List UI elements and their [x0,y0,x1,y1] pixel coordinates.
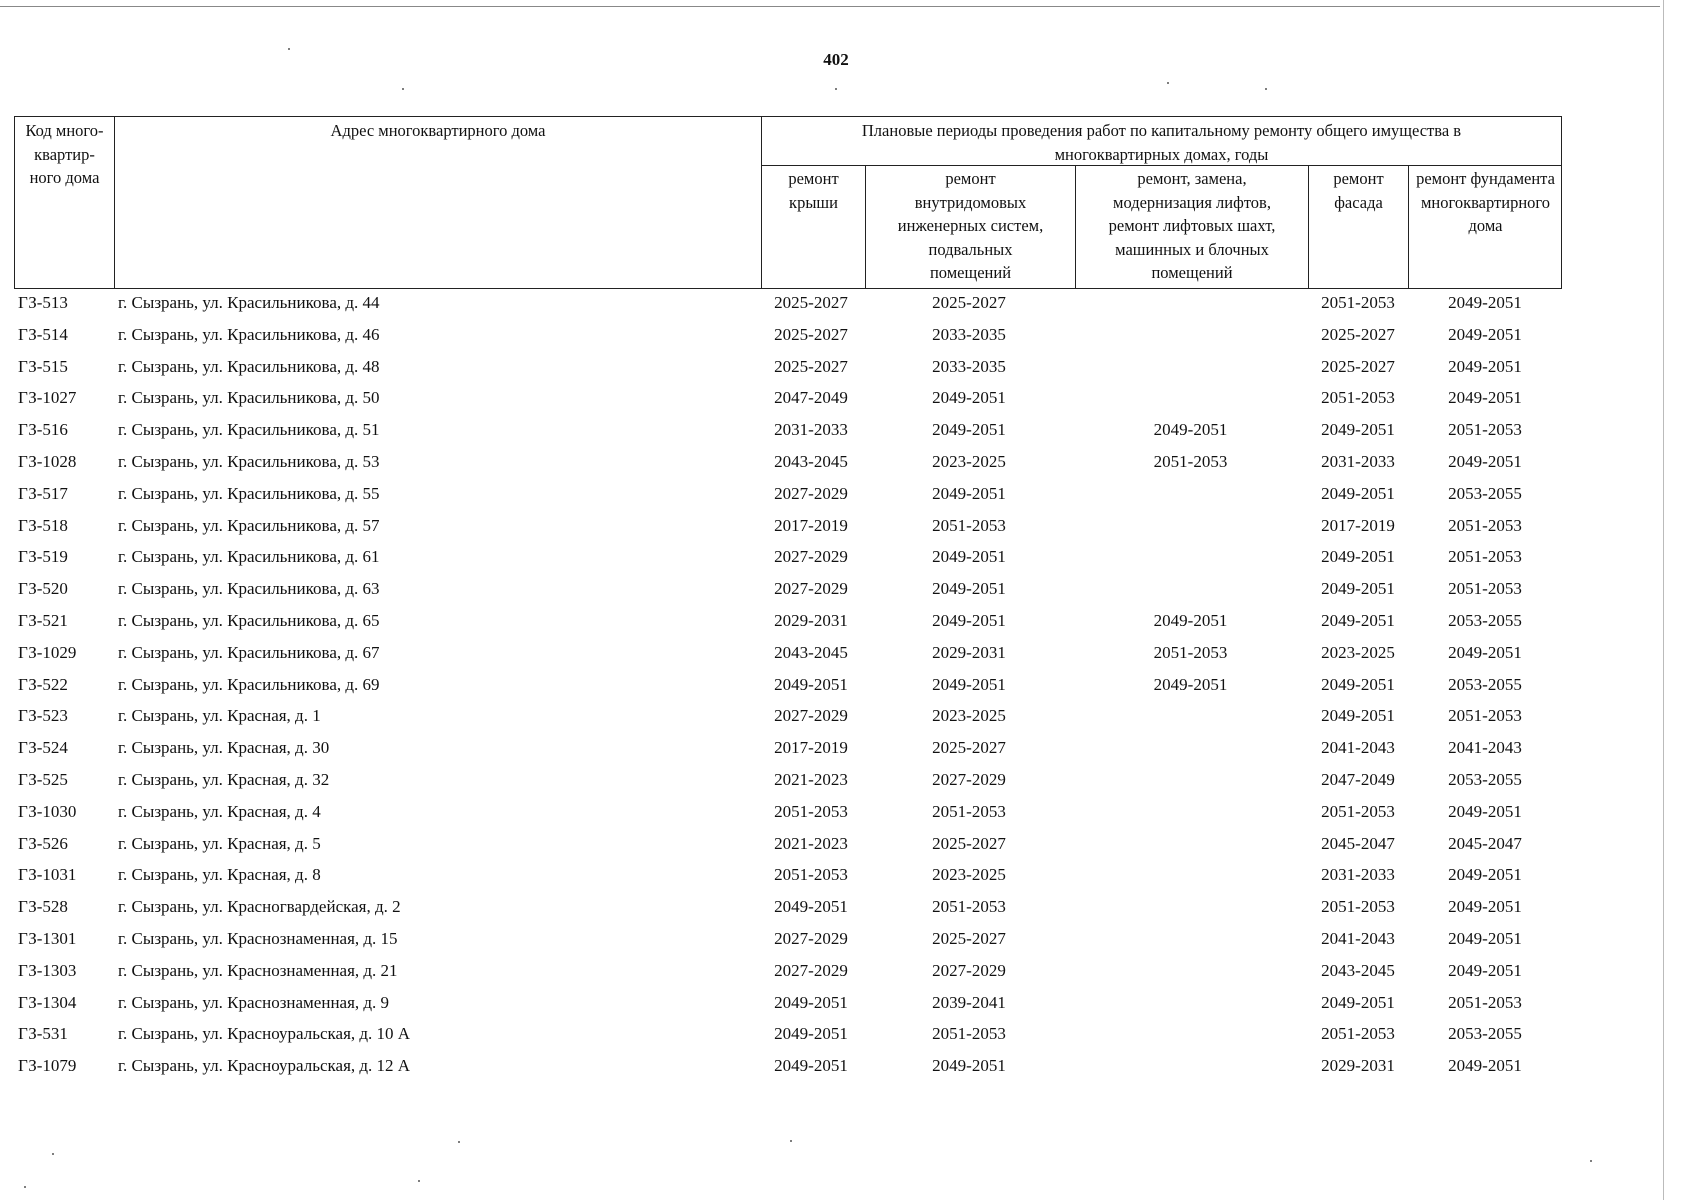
row-systems-period: 2049-2051 [932,388,1006,408]
row-code: ГЗ-1028 [18,451,77,471]
row-code: ГЗ-522 [18,674,68,694]
row-code: ГЗ-524 [18,738,68,758]
table-row [14,608,1562,640]
row-address: г. Сызрань, ул. Красильникова, д. 57 [118,515,380,535]
row-facade-period: 2051-2053 [1321,1024,1395,1044]
row-address: г. Сызрань, ул. Красильникова, д. 67 [118,642,380,662]
scan-speck [418,1180,420,1182]
row-foundation-period: 2051-2053 [1448,992,1522,1012]
row-code: ГЗ-521 [18,610,68,630]
row-address: г. Сызрань, ул. Краснознаменная, д. 9 [118,992,390,1012]
row-foundation-period: 2049-2051 [1448,897,1522,917]
row-foundation-period: 2049-2051 [1448,642,1522,662]
row-address: г. Сызрань, ул. Красильникова, д. 51 [118,420,380,440]
row-systems-period: 2049-2051 [932,579,1006,599]
page-number: 402 [823,50,849,69]
scan-speck [24,1186,26,1188]
row-foundation-period: 2049-2051 [1448,388,1522,408]
divider-code-address [114,117,115,288]
header-facade: ремонт фасада [1333,169,1384,212]
row-roof-period: 2027-2029 [774,706,848,726]
row-roof-period: 2027-2029 [774,928,848,948]
row-foundation-period: 2049-2051 [1448,960,1522,980]
row-code: ГЗ-1301 [18,928,77,948]
row-foundation-period: 2049-2051 [1448,928,1522,948]
row-roof-period: 2021-2023 [774,833,848,853]
row-foundation-period: 2049-2051 [1448,324,1522,344]
row-foundation-period: 2041-2043 [1448,738,1522,758]
table-row [14,672,1562,704]
table-row [14,990,1562,1022]
row-roof-period: 2027-2029 [774,547,848,567]
row-lifts-period: 2051-2053 [1153,451,1228,471]
row-code: ГЗ-1304 [18,992,77,1012]
row-systems-period: 2033-2035 [932,324,1006,344]
row-roof-period: 2051-2053 [774,865,848,885]
scan-speck [52,1153,54,1155]
table-row [14,831,1562,863]
scan-speck [1590,1160,1592,1162]
row-code: ГЗ-528 [18,897,68,917]
row-code: ГЗ-531 [18,1024,68,1044]
scan-speck [1265,88,1267,90]
table-row [14,481,1562,513]
table-row [14,703,1562,735]
table-row [14,799,1562,831]
row-foundation-period: 2051-2053 [1448,515,1522,535]
row-address: г. Сызрань, ул. Красная, д. 32 [118,769,330,789]
row-roof-period: 2051-2053 [774,801,848,821]
table-header [14,116,1562,289]
row-systems-period: 2039-2041 [932,992,1006,1012]
row-roof-period: 2025-2027 [774,324,848,344]
table-row [14,576,1562,608]
row-facade-period: 2045-2047 [1321,833,1395,853]
header-foundation: ремонт фундамента многоквартирного дома [1416,169,1555,235]
row-foundation-period: 2053-2055 [1448,769,1522,789]
row-foundation-period: 2049-2051 [1448,293,1522,312]
row-systems-period: 2027-2029 [932,960,1006,980]
row-address: г. Сызрань, ул. Красноуральская, д. 12 А [118,1056,411,1076]
table-row [14,1053,1562,1085]
row-facade-period: 2025-2027 [1321,324,1395,344]
row-systems-period: 2049-2051 [932,610,1006,630]
row-systems-period: 2051-2053 [932,1024,1006,1044]
row-code: ГЗ-515 [18,356,68,376]
row-address: г. Сызрань, ул. Красильникова, д. 50 [118,388,380,408]
row-facade-period: 2025-2027 [1321,356,1395,376]
row-address: г. Сызрань, ул. Краснознаменная, д. 21 [118,960,398,980]
row-code: ГЗ-520 [18,579,68,599]
row-address: г. Сызрань, ул. Красильникова, д. 44 [118,293,380,312]
row-facade-period: 2047-2049 [1321,769,1395,789]
row-address: г. Сызрань, ул. Красильникова, д. 61 [118,547,380,567]
row-facade-period: 2049-2051 [1321,579,1395,599]
row-systems-period: 2023-2025 [932,706,1006,726]
row-roof-period: 2031-2033 [774,420,848,440]
table-row [14,1021,1562,1053]
row-roof-period: 2047-2049 [774,388,848,408]
row-foundation-period: 2049-2051 [1448,1056,1522,1076]
row-code: ГЗ-1027 [18,388,77,408]
row-lifts-period: 2049-2051 [1153,674,1228,694]
row-roof-period: 2029-2031 [774,610,848,630]
row-systems-period: 2025-2027 [932,293,1006,312]
row-systems-period: 2025-2027 [932,928,1006,948]
row-code: ГЗ-1303 [18,960,77,980]
row-facade-period: 2051-2053 [1321,897,1395,917]
table-row [14,322,1562,354]
row-facade-period: 2031-2033 [1321,865,1395,885]
row-address: г. Сызрань, ул. Красная, д. 5 [118,833,321,853]
row-facade-period: 2041-2043 [1321,928,1395,948]
row-lifts-period: 2051-2053 [1153,642,1228,662]
row-code: ГЗ-514 [18,324,68,344]
row-roof-period: 2025-2027 [774,293,848,312]
row-code: ГЗ-526 [18,833,68,853]
row-systems-period: 2049-2051 [932,674,1006,694]
row-systems-period: 2023-2025 [932,451,1006,471]
row-roof-period: 2021-2023 [774,769,848,789]
row-address: г. Сызрань, ул. Красильникова, д. 65 [118,610,380,630]
row-code: ГЗ-523 [18,706,68,726]
row-facade-period: 2051-2053 [1321,293,1395,312]
row-address: г. Сызрань, ул. Красильникова, д. 46 [118,324,380,344]
row-code: ГЗ-1029 [18,642,77,662]
table-row [14,513,1562,545]
row-facade-period: 2049-2051 [1321,674,1395,694]
row-facade-period: 2049-2051 [1321,992,1395,1012]
row-facade-period: 2029-2031 [1321,1056,1395,1076]
row-foundation-period: 2049-2051 [1448,865,1522,885]
row-code: ГЗ-516 [18,420,68,440]
table-row [14,354,1562,386]
row-foundation-period: 2053-2055 [1448,483,1522,503]
row-code: ГЗ-519 [18,547,68,567]
row-code: ГЗ-1079 [18,1056,77,1076]
row-foundation-period: 2051-2053 [1448,547,1522,567]
header-roof: ремонт крыши [788,169,839,212]
scan-top-border [0,6,1660,7]
row-facade-period: 2049-2051 [1321,610,1395,630]
row-roof-period: 2025-2027 [774,356,848,376]
row-foundation-period: 2053-2055 [1448,610,1522,630]
row-code: ГЗ-525 [18,769,68,789]
row-facade-period: 2031-2033 [1321,451,1395,471]
row-code: ГЗ-1031 [18,865,77,885]
row-facade-period: 2051-2053 [1321,388,1395,408]
row-foundation-period: 2049-2051 [1448,801,1522,821]
row-systems-period: 2049-2051 [932,547,1006,567]
table-row [14,640,1562,672]
row-foundation-period: 2049-2051 [1448,451,1522,471]
header-systems: ремонт внутридомовых инженерных систем, подвальных помещений [897,169,1044,282]
scan-right-border [1663,0,1664,1200]
row-address: г. Сызрань, ул. Красная, д. 8 [118,865,321,885]
row-foundation-period: 2053-2055 [1448,1024,1522,1044]
row-systems-period: 2033-2035 [932,356,1006,376]
table-row [14,735,1562,767]
row-facade-period: 2049-2051 [1321,706,1395,726]
row-roof-period: 2049-2051 [774,897,848,917]
row-foundation-period: 2051-2053 [1448,706,1522,726]
header-periods: Плановые периоды проведения работ по капитальному ремонту общего имущества в многоквартирных домах, годы [861,121,1462,164]
row-roof-period: 2017-2019 [774,515,848,535]
row-systems-period: 2025-2027 [932,738,1006,758]
table-row [14,894,1562,926]
table-row [14,958,1562,990]
table-row [14,544,1562,576]
row-facade-period: 2049-2051 [1321,420,1395,440]
table-body [14,290,1562,1085]
row-address: г. Сызрань, ул. Красная, д. 30 [118,738,330,758]
row-systems-period: 2051-2053 [932,801,1006,821]
row-foundation-period: 2045-2047 [1448,833,1522,853]
scan-speck [288,48,290,50]
row-facade-period: 2049-2051 [1321,483,1395,503]
row-facade-period: 2051-2053 [1321,801,1395,821]
row-roof-period: 2027-2029 [774,483,848,503]
row-systems-period: 2051-2053 [932,515,1006,535]
row-systems-period: 2027-2029 [932,769,1006,789]
row-code: ГЗ-1030 [18,801,77,821]
row-address: г. Сызрань, ул. Красногвардейская, д. 2 [118,897,401,917]
row-systems-period: 2049-2051 [932,420,1006,440]
row-address: г. Сызрань, ул. Красная, д. 4 [118,801,321,821]
row-roof-period: 2049-2051 [774,992,848,1012]
row-roof-period: 2049-2051 [774,674,848,694]
table-row [14,385,1562,417]
row-facade-period: 2041-2043 [1321,738,1395,758]
scan-speck [402,88,404,90]
row-code: ГЗ-517 [18,483,68,503]
row-address: г. Сызрань, ул. Краснознаменная, д. 15 [118,928,398,948]
row-systems-period: 2049-2051 [932,483,1006,503]
row-address: г. Сызрань, ул. Красильникова, д. 55 [118,483,380,503]
row-facade-period: 2017-2019 [1321,515,1395,535]
row-facade-period: 2023-2025 [1321,642,1395,662]
row-roof-period: 2027-2029 [774,960,848,980]
row-lifts-period: 2049-2051 [1153,420,1228,440]
row-code: ГЗ-513 [18,293,68,312]
row-address: г. Сызрань, ул. Красильникова, д. 48 [118,356,380,376]
row-facade-period: 2043-2045 [1321,960,1395,980]
row-address: г. Сызрань, ул. Красильникова, д. 63 [118,579,380,599]
row-systems-period: 2049-2051 [932,1056,1006,1076]
table-row [14,449,1562,481]
table-row [14,926,1562,958]
scan-speck [790,1140,792,1142]
row-code: ГЗ-518 [18,515,68,535]
row-roof-period: 2043-2045 [774,451,848,471]
header-lifts: ремонт, замена, модернизация лифтов, ремонт лифтовых шахт, машинных и блочных помещений [1108,169,1276,282]
row-facade-period: 2049-2051 [1321,547,1395,567]
row-roof-period: 2027-2029 [774,579,848,599]
table-row [14,417,1562,449]
row-address: г. Сызрань, ул. Красильникова, д. 69 [118,674,380,694]
header-address: Адрес многоквартирного дома [330,121,546,140]
row-address: г. Сызрань, ул. Красильникова, д. 53 [118,451,380,471]
row-address: г. Сызрань, ул. Красная, д. 1 [118,706,321,726]
row-systems-period: 2029-2031 [932,642,1006,662]
scan-speck [458,1141,460,1143]
row-address: г. Сызрань, ул. Красноуральская, д. 10 А [118,1024,411,1044]
table-row [14,290,1562,322]
row-foundation-period: 2053-2055 [1448,674,1522,694]
row-foundation-period: 2051-2053 [1448,579,1522,599]
row-systems-period: 2051-2053 [932,897,1006,917]
row-roof-period: 2049-2051 [774,1056,848,1076]
scan-speck [835,88,837,90]
row-roof-period: 2043-2045 [774,642,848,662]
row-roof-period: 2049-2051 [774,1024,848,1044]
header-code: Код много- квартир- ного дома [25,121,104,187]
row-foundation-period: 2051-2053 [1448,420,1522,440]
scan-speck [1167,82,1169,84]
row-foundation-period: 2049-2051 [1448,356,1522,376]
table-row [14,767,1562,799]
row-systems-period: 2023-2025 [932,865,1006,885]
row-roof-period: 2017-2019 [774,738,848,758]
row-systems-period: 2025-2027 [932,833,1006,853]
row-lifts-period: 2049-2051 [1153,610,1228,630]
table-row [14,862,1562,894]
